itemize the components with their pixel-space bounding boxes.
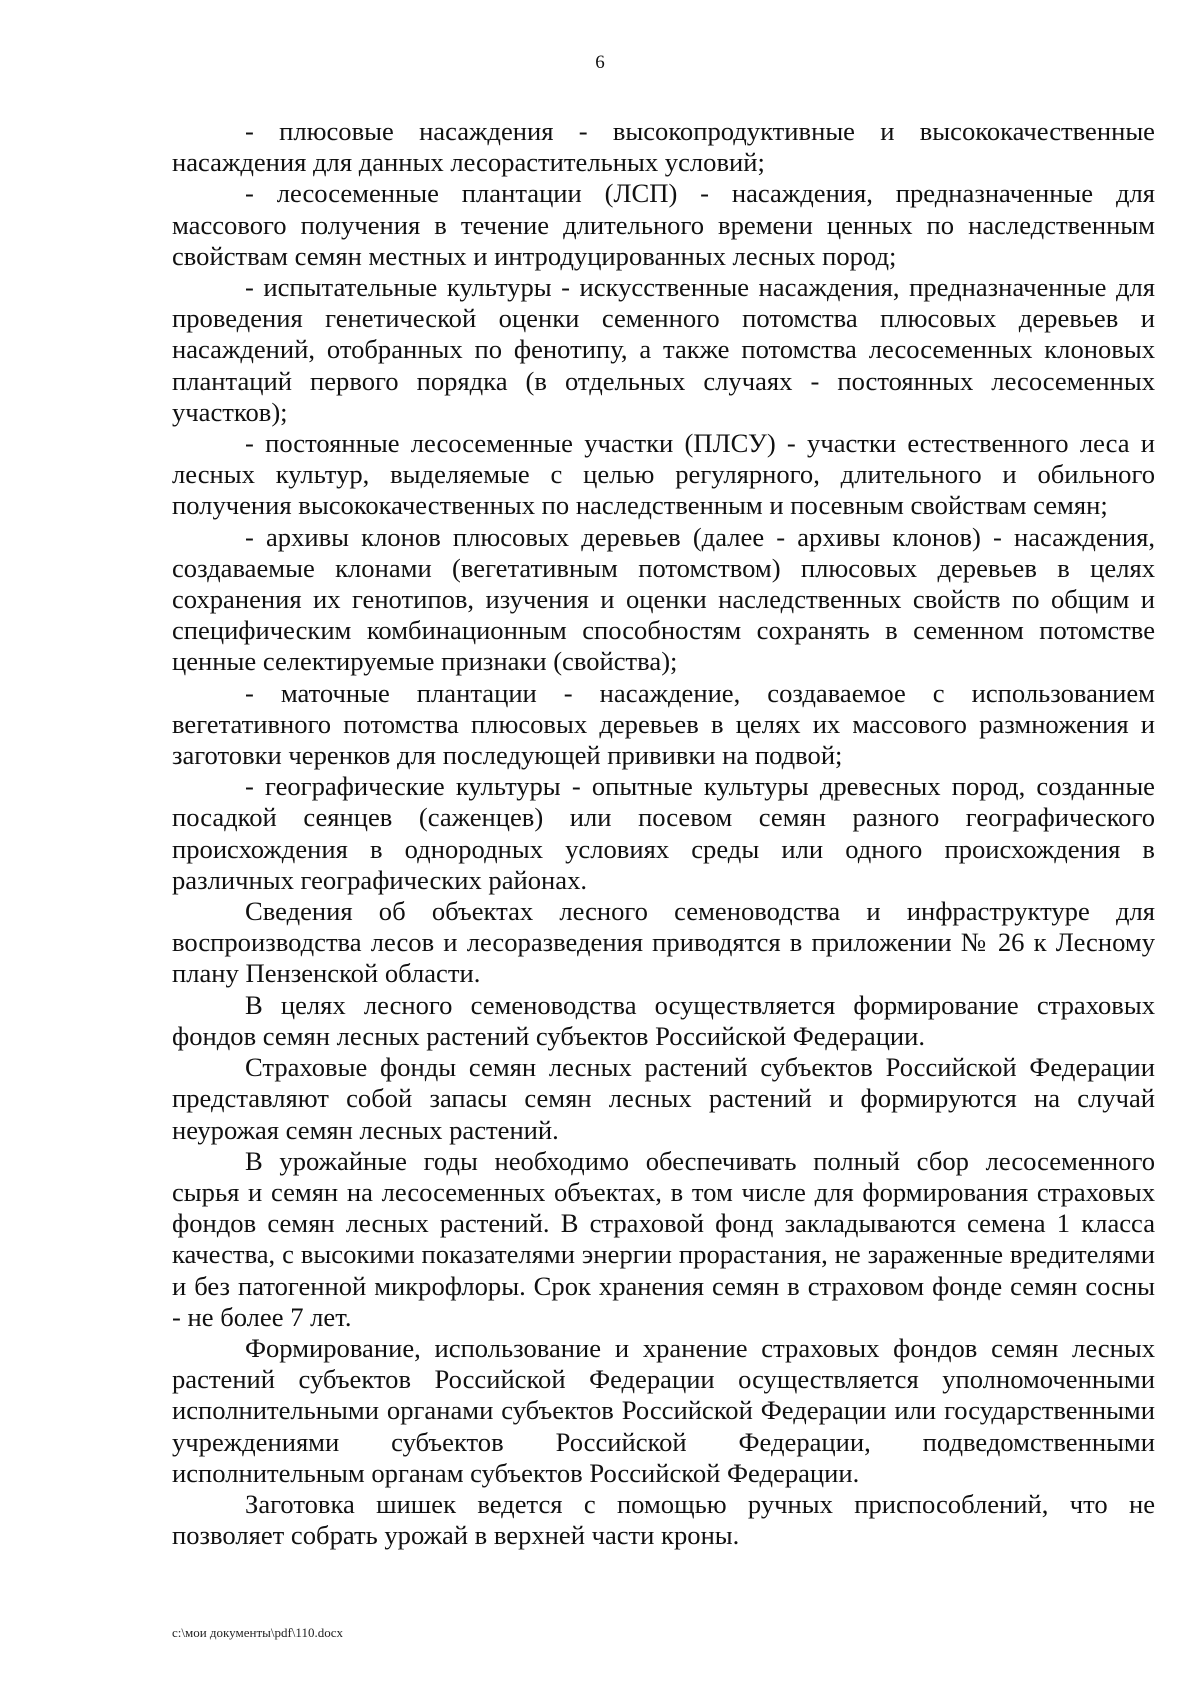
paragraph-funds-management: Формирование, использование и хранение страховых фондов семян лесных растений субъектов Российской Федерации осуществляется уполномоченными исполнительными органами субъектов Российской Федерации или государственными учреждениями субъектов Российской Федерации, подведомственными исполнительным органам субъектов Российской Федерации. (172, 1332, 1155, 1488)
paragraph-mother-plantations: - маточные плантации - насаждение, создаваемое с использованием вегетативного потомства плюсовых деревьев в целях их массового размножения и заготовки черенков для последующей прививки на подвой; (172, 677, 1155, 771)
paragraph-clone-archives: - архивы клонов плюсовых деревьев (далее - архивы клонов) - насаждения, создаваемые клонами (вегетативным потомством) плюсовых деревьев в целях сохранения их генотипов, изучения и оценки наследственных свойств по общим и специфическим комбинационным способностям сохранять в семенном потомстве ценные селектируемые признаки (свойства); (172, 521, 1155, 677)
paragraph-cone-harvesting: Заготовка шишек ведется с помощью ручных приспособлений, что не позволяет собрать урожай в верхней части кроны. (172, 1488, 1155, 1551)
paragraph-insurance-funds-formation: В целях лесного семеноводства осуществляется формирование страховых фондов семян лесных растений субъектов Российской Федерации. (172, 989, 1155, 1051)
page-number: 6 (595, 52, 605, 73)
paragraph-harvest-years: В урожайные годы необходимо обеспечивать полный сбор лесосеменного сырья и семян на лесосеменных объектах, в том числе для формирования страховых фондов семян лесных растений. В страховой фонд закладываются семена 1 класса качества, с высокими показателями энергии прорастания, не зараженные вредителями и без патогенной микрофлоры. Срок хранения семян в страховом фонде семян сосны - не более 7 лет. (172, 1145, 1155, 1332)
paragraph-infrastructure-info: Сведения об объектах лесного семеноводства и инфраструктуре для воспроизводства лесов и лесоразведения приводятся в приложении № 26 к Лесному плану Пензенской области. (172, 896, 1155, 989)
document-body (172, 116, 1155, 1551)
paragraph-seed-plantations: - лесосеменные плантации (ЛСП) - насаждения, предназначенные для массового получения в течение длительного времени ценных по наследственным свойствам семян местных и интродуцированных лесных пород; (172, 178, 1155, 271)
paragraph-plus-stands: - плюсовые насаждения - высокопродуктивные и высококачественные насаждения для данных лесорастительных условий; (172, 116, 1155, 178)
paragraph-test-cultures: - испытательные культуры - искусственные насаждения, предназначенные для проведения генетической оценки семенного потомства плюсовых деревьев и насаждений, отобранных по фенотипу, а также потомства лесосеменных клоновых плантаций первого порядка (в отдельных случаях - постоянных лесосеменных участков); (172, 272, 1155, 427)
paragraph-insurance-funds-definition: Страховые фонды семян лесных растений субъектов Российской Федерации представляют собой запасы семян лесных растений и формируются на случай неурожая семян лесных растений. (172, 1052, 1155, 1145)
paragraph-geographic-cultures: - географические культуры - опытные культуры древесных пород, созданные посадкой сеянцев (саженцев) или посевом семян разного географического происхождения в однородных условиях среды или одного происхождения в различных географических районах. (172, 771, 1155, 895)
paragraph-permanent-seed-plots: - постоянные лесосеменные участки (ПЛСУ) - участки естественного леса и лесных культур, выделяемые с целью регулярного, длительного и обильного получения высококачественных по наследственным и посевным свойствам семян; (172, 428, 1155, 521)
footer-file-path: c:\мои документы\pdf\110.docx (172, 1625, 343, 1640)
